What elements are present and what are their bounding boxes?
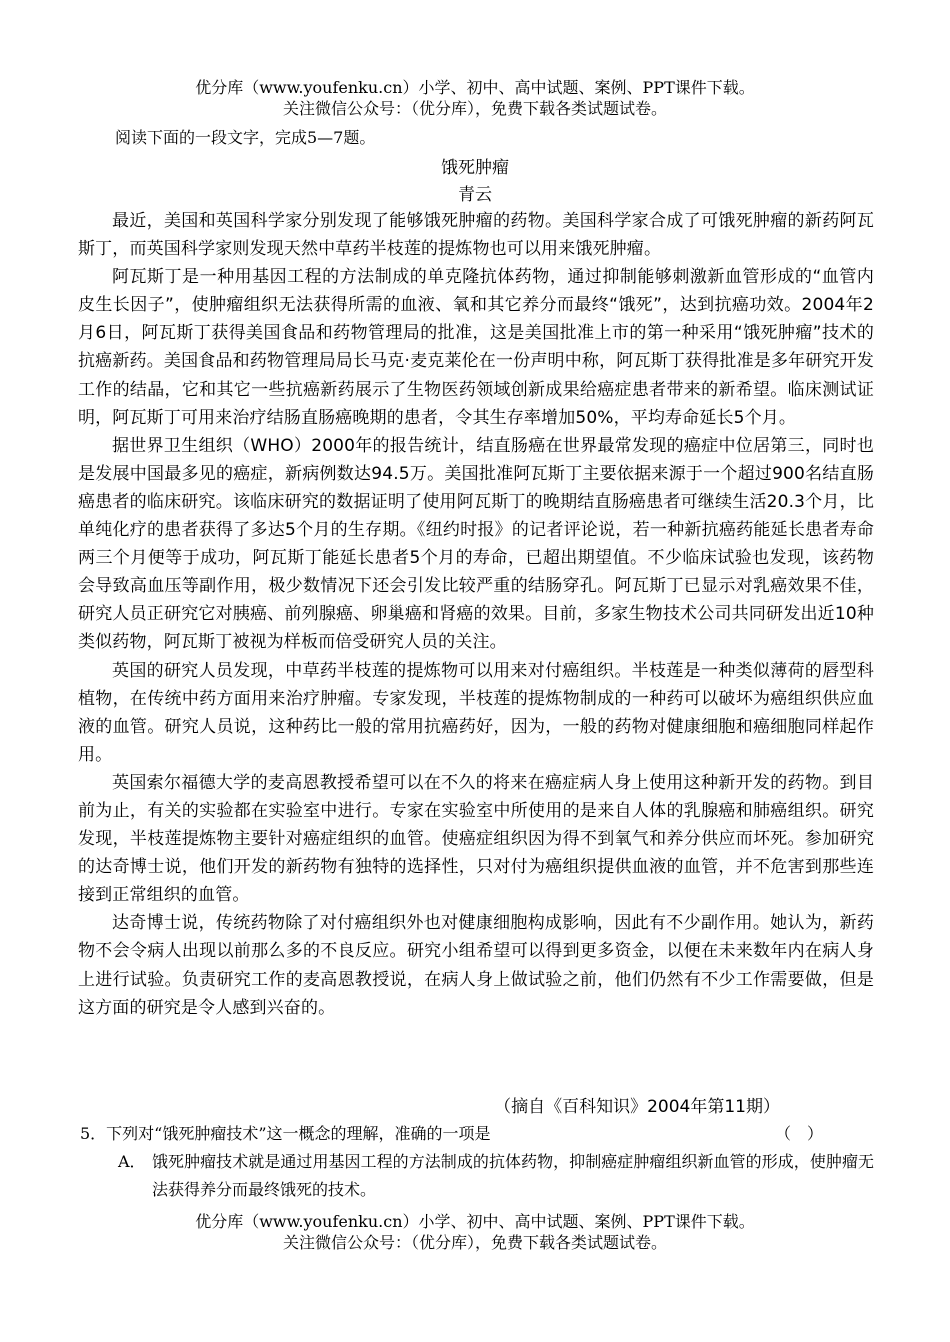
article-paragraph: 据世界卫生组织（WHO）2000年的报告统计，结直肠癌在世界最常发现的癌症中位居第三，同时也是发展中国最多见的癌症，新病例数达94.5万。美国批准阿瓦斯丁主要依据来源于一个超过900名结直肠癌患者的临床研究。该临床研究的数据证明了使用阿瓦斯丁的晚期结直肠癌患者可继续生活20.3个月，比单纯化疗的患者获得了多达5个月的生存期。《纽约时报》的记者评论说，若一种新抗癌药能延长患者寿命两三个月便等于成功，阿瓦斯丁能延长患者5个月的寿命，已超出期望值。不少临床试验也发现，该药物会导致高血压等副作用，极少数情况下还会引发比较严重的结肠穿孔。阿瓦斯丁已显示对乳癌效果不佳，研究人员正研究它对胰癌、前列腺癌、卵巢癌和肾癌的效果。目前，多家生物技术公司共同研发出近10种类似药物，阿瓦斯丁被视为样板而倍受研究人员的关注。	[78, 435, 874, 653]
reading-instruction: 阅读下面的一段文字，完成5—7题。	[115, 128, 376, 147]
header-line-1: 优分库（www.youfenku.cn）小学、初中、高中试题、案例、PPT课件下载。	[195, 78, 755, 97]
option-a	[118, 1148, 874, 1204]
header-line-2: 关注微信公众号：（优分库），免费下载各类试题试卷。	[282, 99, 667, 118]
answer-bracket: （ ）	[775, 1124, 824, 1143]
article-source: （摘自《百科知识》2004年第11期）	[494, 1097, 780, 1117]
article-title: 饿死肿瘤	[441, 158, 509, 178]
footer-line-1: 优分库（www.youfenku.cn）小学、初中、高中试题、案例、PPT课件下载。	[195, 1212, 755, 1231]
article-paragraph: 达奇博士说，传统药物除了对付癌组织外也对健康细胞构成影响，因此有不少副作用。她认为，新药物不会令病人出现以前那么多的不良反应。研究小组希望可以得到更多资金，以便在未来数年内在病人身上进行试验。负责研究工作的麦高恩教授说，在病人身上做试验之前，他们仍然有不少工作需要做，但是这方面的研究是令人感到兴奋的。	[78, 913, 874, 1018]
article-paragraph: 英国索尔福德大学的麦高恩教授希望可以在不久的将来在癌症病人身上使用这种新开发的药物。到目前为止，有关的实验都在实验室中进行。专家在实验室中所使用的是来自人体的乳腺癌和肺癌组织。研究发现，半枝莲提炼物主要针对癌症组织的血管。使癌症组织因为得不到氧气和养分供应而坏死。参加研究的达奇博士说，他们开发的新药物有独特的选择性，只对付为癌组织提供血液的血管，并不危害到那些连接到正常组织的血管。	[78, 772, 874, 906]
article-body	[78, 207, 874, 1022]
option-a-text: 饿死肿瘤技术就是通过用基因工程的方法制成的抗体药物，抑制癌症肿瘤组织新血管的形成，使肿瘤无法获得养分而最终饿死的技术。	[152, 1152, 874, 1199]
article-paragraph: 最近，美国和英国科学家分别发现了能够饿死肿瘤的药物。美国科学家合成了可饿死肿瘤的新药阿瓦斯丁，而英国科学家则发现天然中草药半枝莲的提炼物也可以用来饿死肿瘤。	[78, 211, 874, 260]
footer-line-2: 关注微信公众号：（优分库），免费下载各类试题试卷。	[282, 1233, 667, 1252]
article-author: 青云	[458, 185, 492, 205]
question-5-stem: 5．下列对“饿死肿瘤技术”这一概念的理解，准确的一项是	[80, 1124, 491, 1143]
article-paragraph: 英国的研究人员发现，中草药半枝莲的提炼物可以用来对付癌组织。半枝莲是一种类似薄荷的唇型科植物，在传统中药方面用来治疗肿瘤。专家发现，半枝莲的提炼物制成的一种药可以破坏为癌组织供应血液的血管。研究人员说，这种药比一般的常用抗癌药好，因为，一般的药物对健康细胞和癌细胞同样起作用。	[78, 660, 874, 765]
option-a-label: A．	[118, 1152, 146, 1171]
article-paragraph: 阿瓦斯丁是一种用基因工程的方法制成的单克隆抗体药物，通过抑制能够刺激新血管形成的“血管内皮生长因子”，使肿瘤组织无法获得所需的血液、氧和其它养分而最终“饿死”，达到抗癌功效。2004年2月6日，阿瓦斯丁获得美国食品和药物管理局的批准，这是美国批准上市的第一种采用“饿死肿瘤”技术的抗癌新药。美国食品和药物管理局局长马克·麦克莱伦在一份声明中称，阿瓦斯丁获得批准是多年研究开发工作的结晶，它和其它一些抗癌新药展示了生物医药领域创新成果给癌症患者带来的新希望。临床测试证明，阿瓦斯丁可用来治疗结肠直肠癌晚期的患者，令其生存率增加50%，平均寿命延长5个月。	[78, 267, 874, 428]
